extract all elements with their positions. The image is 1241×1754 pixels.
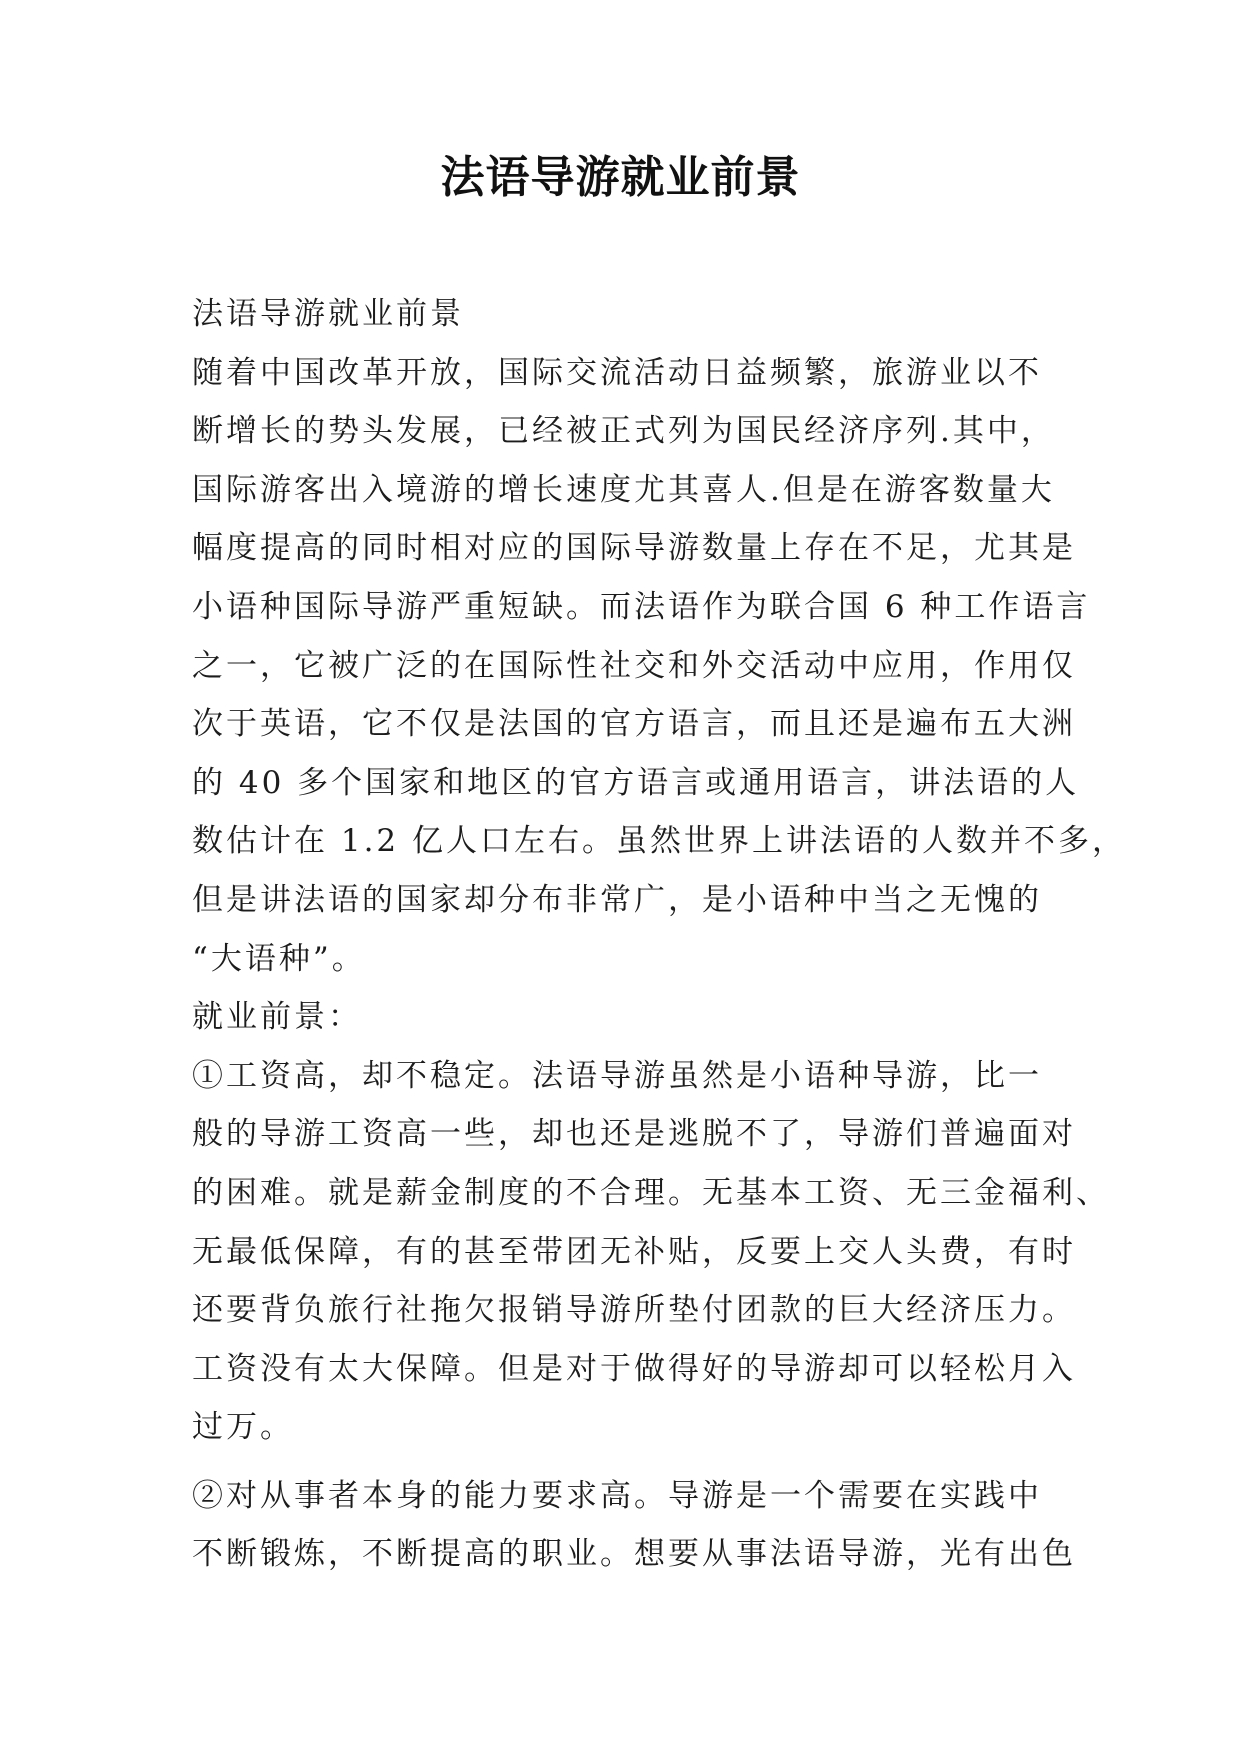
text-line: 工资没有太大保障。但是对于做得好的导游却可以轻松月入 [192, 1350, 1076, 1387]
text-line: 幅度提高的同时相对应的国际导游数量上存在不足，尤其是 [192, 530, 1076, 567]
document-body [192, 285, 1127, 1584]
text-line: 但是讲法语的国家却分布非常广，是小语种中当之无愧的 [192, 881, 1042, 918]
text-line: “大语种”。 [192, 940, 366, 977]
text-line: 的 40 多个国家和地区的官方语言或通用语言，讲法语的人 [192, 764, 1080, 801]
text-line: 数估计在 1.2 亿人口左右。虽然世界上讲法语的人数并不多， [192, 823, 1127, 860]
text-line: 不断锻炼，不断提高的职业。想要从事法语导游，光有出色 [192, 1536, 1076, 1573]
text-line: 随着中国改革开放，国际交流活动日益频繁，旅游业以不 [192, 354, 1042, 391]
text-line: 次于英语，它不仅是法国的官方语言，而且还是遍布五大洲 [192, 706, 1076, 743]
document-title: 法语导游就业前景 [440, 152, 801, 203]
text-line: 过万。 [192, 1409, 294, 1446]
text-line: ②对从事者本身的能力要求高。导游是一个需要在实践中 [192, 1477, 1042, 1514]
text-line: 还要背负旅行社拖欠报销导游所垫付团款的巨大经济压力。 [192, 1292, 1076, 1329]
text-line: ①工资高，却不稳定。法语导游虽然是小语种导游，比一 [192, 1057, 1042, 1094]
text-line: 的困难。就是薪金制度的不合理。无基本工资、无三金福利、 [192, 1174, 1110, 1211]
text-line: 般的导游工资高一些，却也还是逃脱不了，导游们普遍面对 [192, 1116, 1076, 1153]
text-line: 断增长的势头发展，已经被正式列为国民经济序列.其中， [192, 413, 1055, 450]
text-line: 国际游客出入境游的增长速度尤其喜人.但是在游客数量大 [192, 471, 1055, 508]
text-line: 之一，它被广泛的在国际性社交和外交活动中应用，作用仅 [192, 647, 1076, 684]
text-line: 法语导游就业前景 [192, 296, 464, 332]
text-line: 小语种国际导游严重短缺。而法语作为联合国 6 种工作语言 [192, 588, 1091, 625]
text-line: 无最低保障，有的甚至带团无补贴，反要上交人头费，有时 [192, 1233, 1076, 1270]
section-heading-employment-prospects: 就业前景： [192, 999, 362, 1036]
